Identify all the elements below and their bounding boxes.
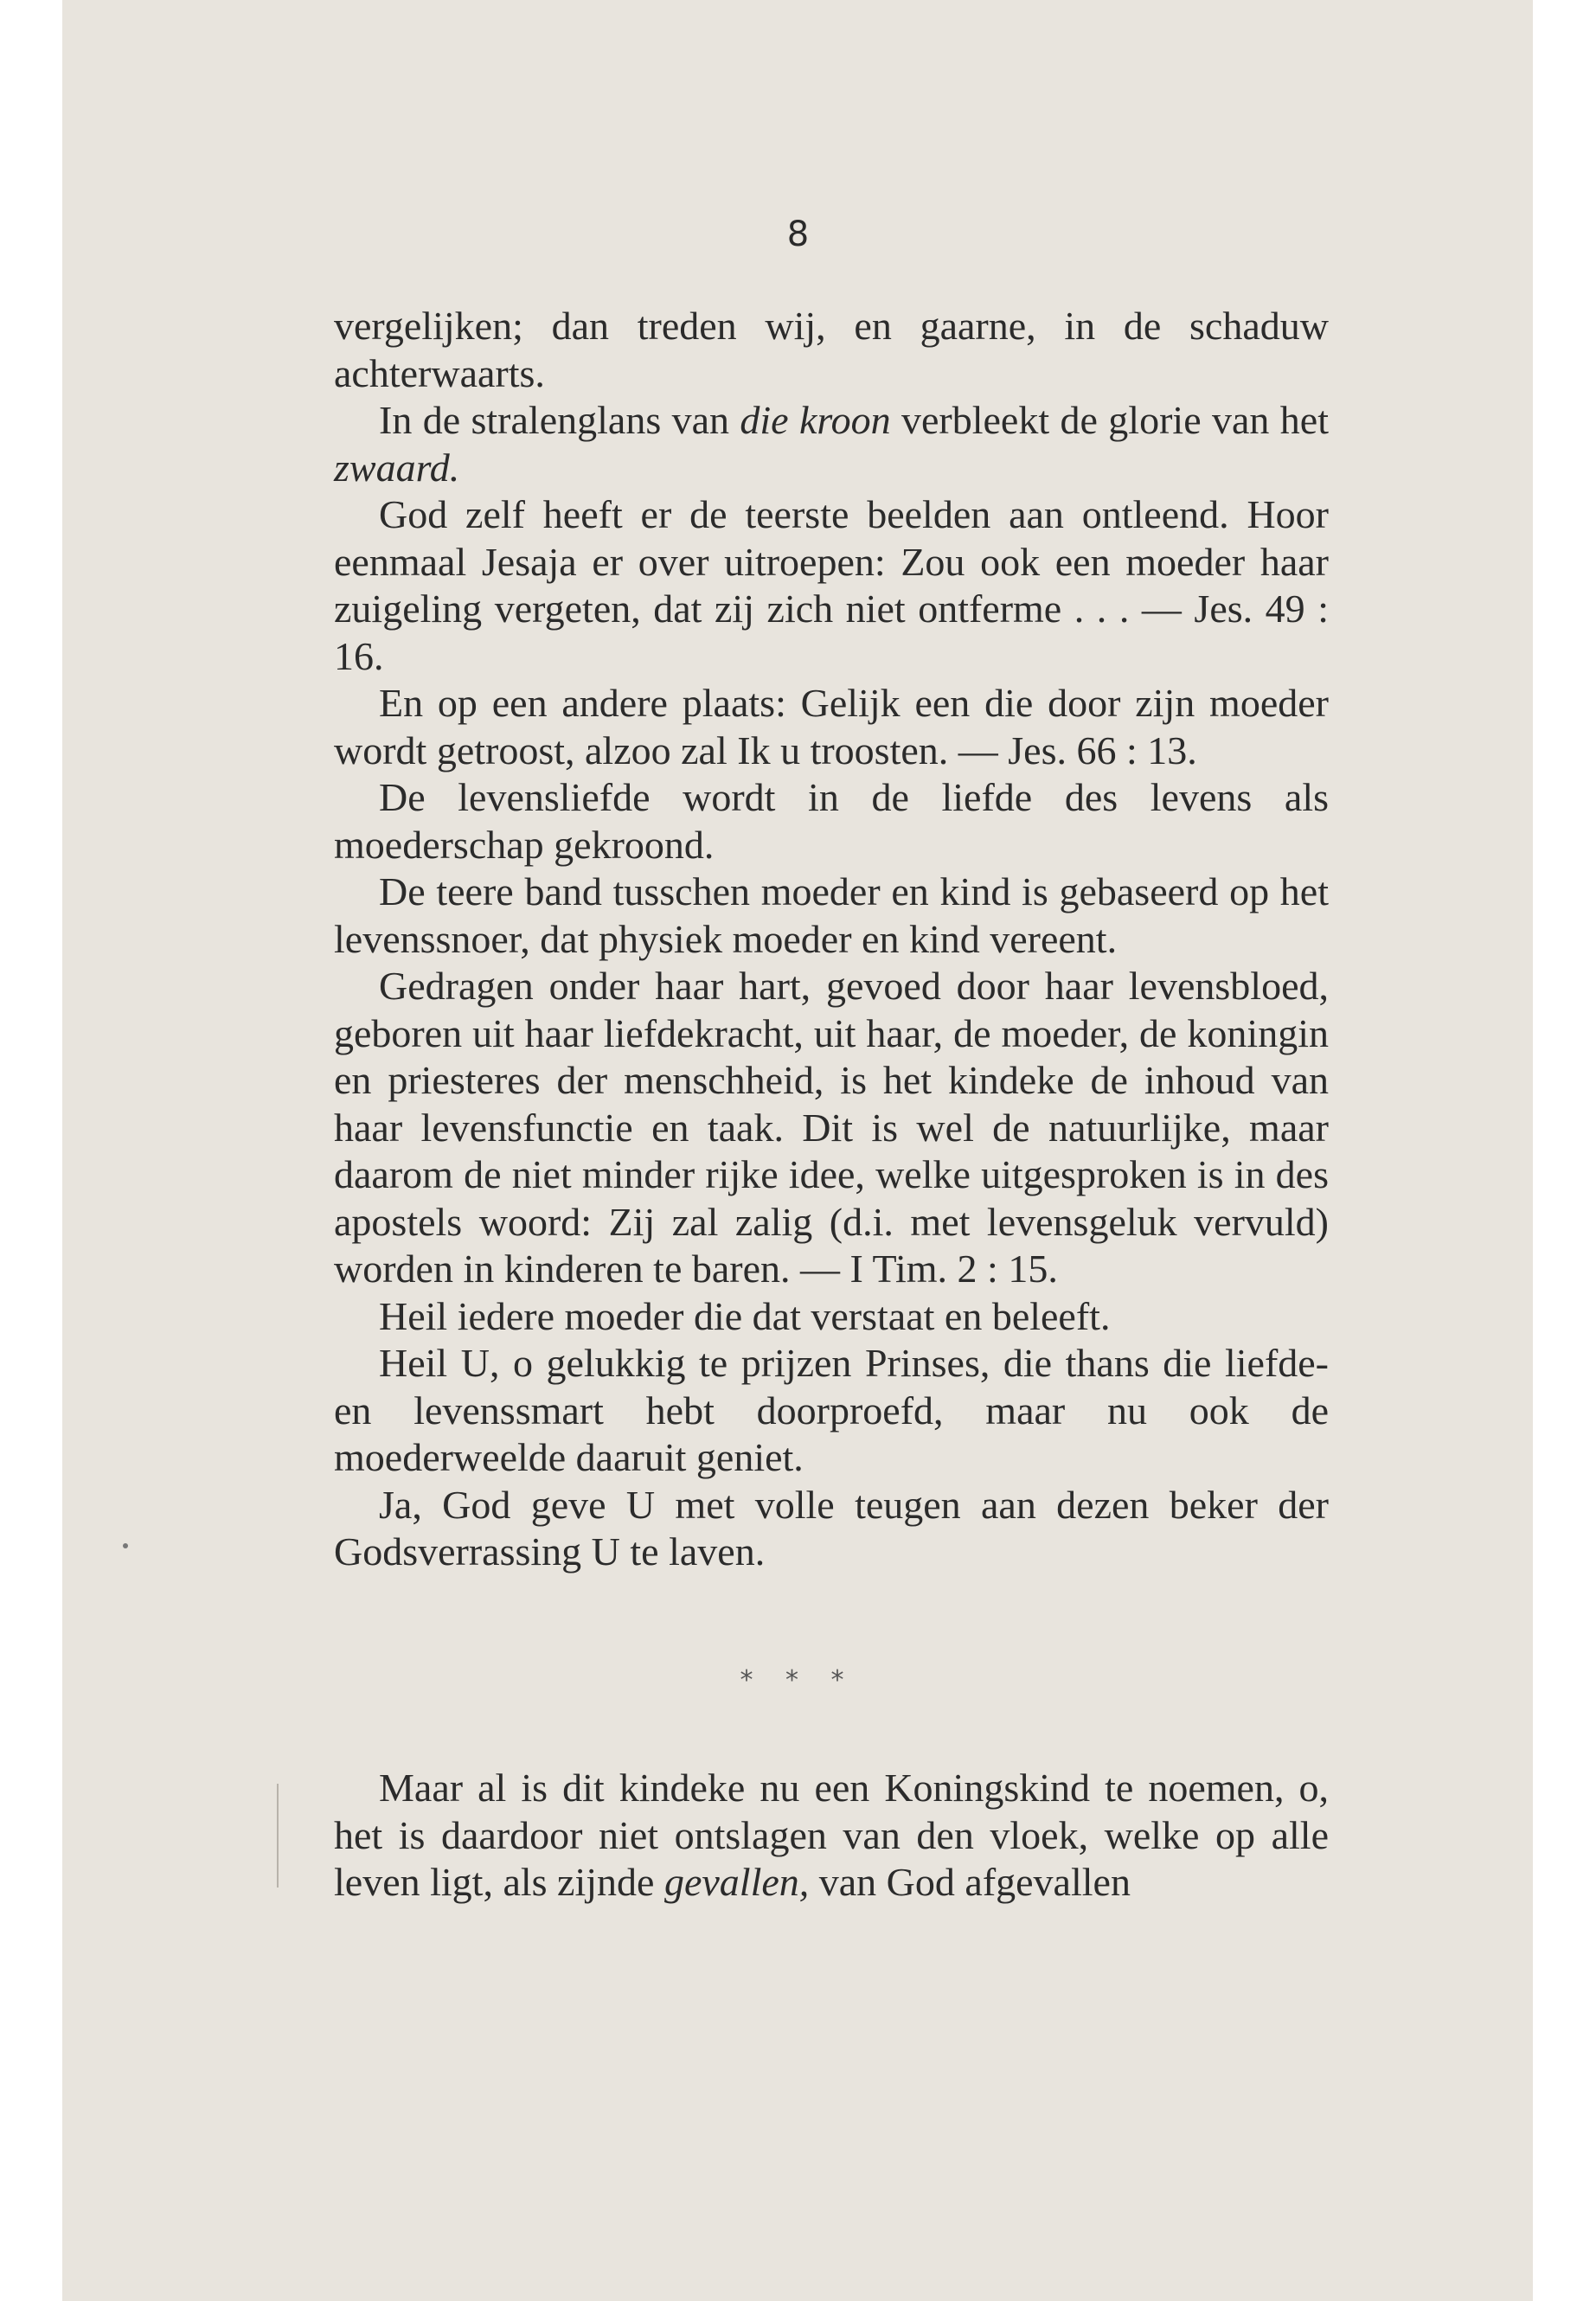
p11-emphasis-gevallen: gevallen, <box>663 1860 810 1904</box>
paragraph-6: De teere band tusschen moeder en kind is gebaseerd op het levenssnoer, dat physiek moeder en kind vereent. <box>334 869 1329 961</box>
paragraph-8: Heil iedere moeder die dat verstaat en beleeft. <box>379 1293 1111 1338</box>
section-separator: * * * <box>740 1665 856 1695</box>
p2-text-b: verbleekt de glorie van het <box>890 398 1329 442</box>
paragraph-2 <box>334 397 1329 491</box>
p11-text-a: Maar al is dit kindeke nu een Koningskind te noemen, o, het is daardoor niet ontslagen van den vloek, welke op alle leven ligt, als zijnde <box>334 1766 1329 1904</box>
paragraph-5: De levensliefde wordt in de liefde des levens als moederschap gekroond. <box>334 775 1329 867</box>
paragraph-10: Ja, God geve U met volle teugen aan dezen beker der Godsverrassing U te laven. <box>334 1482 1329 1574</box>
p11-text-b: van God afgevallen <box>809 1860 1131 1904</box>
paragraph-7: Gedragen onder haar hart, gevoed door haar levensbloed, geboren uit haar liefdekracht, uit haar, de moeder, de koningin en priesteres der menschheid, is het kindeke de inhoud van haar levensfunctie en taak. Dit is wel de natuurlijke, maar daarom de niet minder rijke idee, welke uitgesproken is in des apostels woord: Zij zal zalig (d.i. met levensgeluk vervuld) worden in kinderen te baren. — I Tim. 2 : 15. <box>334 964 1329 1291</box>
paragraph-4: En op een andere plaats: Gelijk een die door zijn moeder wordt getroost, alzoo zal Ik u troosten. — Jes. 66 : 13. <box>334 681 1329 772</box>
page-number: 8 <box>786 215 810 254</box>
second-section-text <box>334 1765 1329 1907</box>
margin-mark <box>277 1784 279 1888</box>
main-text <box>334 303 1329 1576</box>
paragraph-1: vergelijken; dan treden wij, en gaarne, in de schaduw achterwaarts. <box>334 304 1329 395</box>
p2-text-a: In de stralenglans van <box>379 398 740 442</box>
paragraph-9: Heil U, o gelukkig te prijzen Prinses, die thans die liefde- en levenssmart hebt doorproefd, maar nu ook de moederweelde daaruit geniet. <box>334 1341 1329 1479</box>
paragraph-3: God zelf heeft er de teerste beelden aan ontleend. Hoor eenmaal Jesaja er over uitroepen: Zou ook een moeder haar zuigeling vergeten, dat zij zich niet ontferme . . . — Jes. 49 : 16. <box>334 492 1329 678</box>
paragraph-11 <box>334 1765 1329 1907</box>
margin-speck <box>123 1543 128 1548</box>
p2-emphasis-kroon: die kroon <box>740 398 891 442</box>
p2-emphasis-zwaard: zwaard. <box>334 445 460 490</box>
